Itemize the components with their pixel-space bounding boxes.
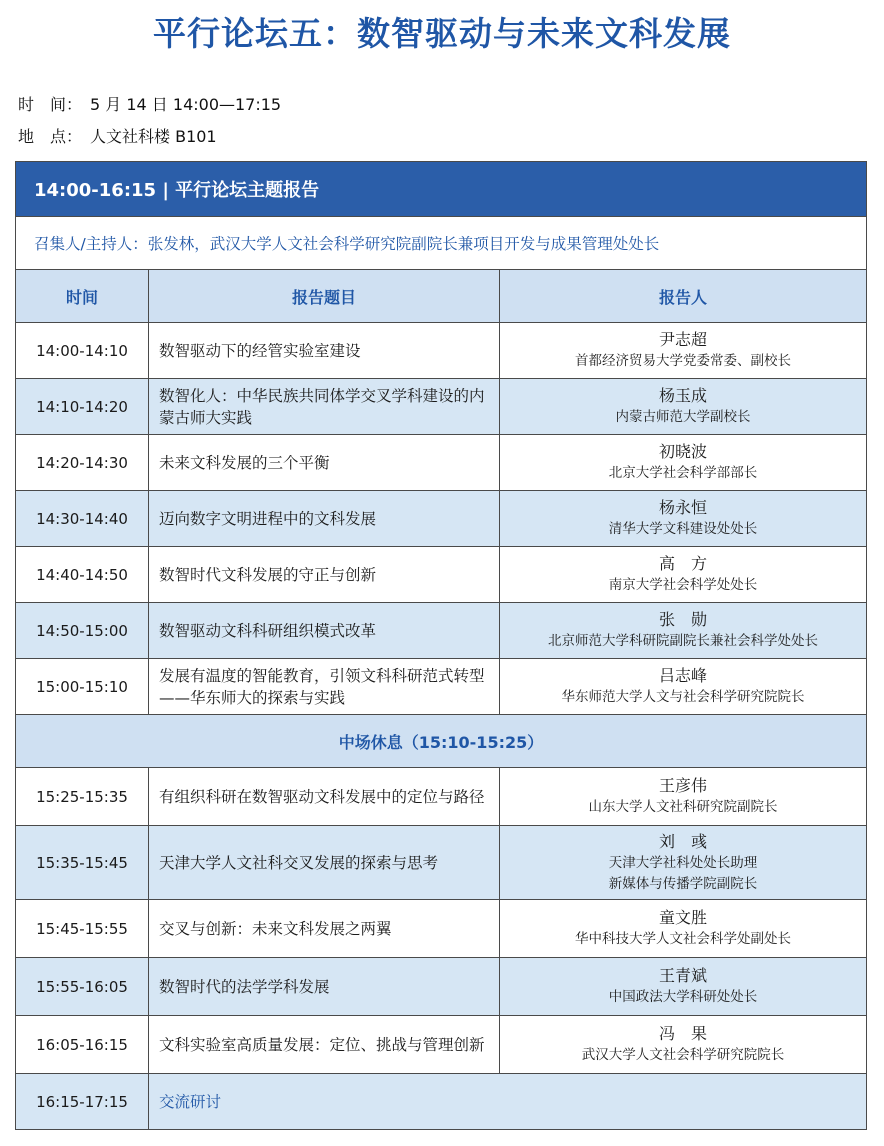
row-time: 15:00-15:10 bbox=[16, 659, 149, 715]
event-time bbox=[18, 92, 281, 115]
speaker-affiliation: 中国政法大学科研处处长 bbox=[608, 989, 758, 1005]
row-speaker bbox=[500, 435, 867, 491]
speaker-name: 童文胜 bbox=[658, 908, 707, 927]
row-time: 14:00-14:10 bbox=[16, 323, 149, 379]
column-headers bbox=[16, 270, 867, 323]
speaker-name: 尹志超 bbox=[658, 330, 707, 349]
row-topic: 有组织科研在数智驱动文科发展中的定位与路径 bbox=[149, 768, 500, 826]
row-topic: 数智化人：中华民族共同体学交叉学科建设的内蒙古师大实践 bbox=[149, 379, 500, 435]
speaker-affiliation: 新媒体与传播学院副院长 bbox=[608, 875, 758, 892]
speaker-name: 初晓波 bbox=[658, 442, 707, 461]
col-topic-header: 报告题目 bbox=[149, 270, 500, 323]
row-speaker bbox=[500, 958, 867, 1016]
row-topic: 数智驱动文科科研组织模式改革 bbox=[149, 603, 500, 659]
table-row bbox=[16, 323, 867, 379]
row-time: 14:50-15:00 bbox=[16, 603, 149, 659]
convener-row: 召集人/主持人：张发林，武汉大学人文社会科学研究院副院长兼项目开发与成果管理处处长 bbox=[16, 217, 867, 270]
table-row bbox=[16, 958, 867, 1016]
row-speaker bbox=[500, 603, 867, 659]
speaker-name: 吕志峰 bbox=[658, 666, 707, 685]
place-label: 地 点： bbox=[18, 127, 83, 146]
speaker-name: 杨永恒 bbox=[658, 498, 707, 517]
speaker-affiliation: 内蒙古师范大学副校长 bbox=[615, 409, 751, 425]
row-topic: 发展有温度的智能教育，引领文科科研范式转型——华东师大的探索与实践 bbox=[149, 659, 500, 715]
place-value: 人文社科楼 B101 bbox=[90, 127, 217, 146]
speaker-affiliation: 山东大学人文社科研究院副院长 bbox=[588, 799, 778, 815]
schedule-table bbox=[15, 161, 867, 1130]
row-speaker bbox=[500, 659, 867, 715]
row-time: 14:10-14:20 bbox=[16, 379, 149, 435]
row-speaker bbox=[500, 768, 867, 826]
speaker-name: 高 方 bbox=[658, 554, 707, 573]
row-time: 15:55-16:05 bbox=[16, 958, 149, 1016]
speaker-affiliation: 北京师范大学科研院副院长兼社会科学处处长 bbox=[548, 633, 818, 649]
speaker-affiliation: 天津大学社科处处长助理 bbox=[608, 854, 758, 871]
speaker-name: 刘 彧 bbox=[658, 831, 707, 851]
row-speaker bbox=[500, 900, 867, 958]
row-topic: 数智时代的法学学科发展 bbox=[149, 958, 500, 1016]
speaker-affiliation: 清华大学文科建设处处长 bbox=[608, 521, 758, 537]
speaker-affiliation: 华中科技大学人文社会科学处副处长 bbox=[575, 931, 791, 947]
discussion-label: 交流研讨 bbox=[149, 1074, 867, 1130]
row-speaker bbox=[500, 379, 867, 435]
row-speaker bbox=[500, 826, 867, 900]
row-speaker bbox=[500, 323, 867, 379]
table-row bbox=[16, 547, 867, 603]
table-row bbox=[16, 768, 867, 826]
row-time: 14:20-14:30 bbox=[16, 435, 149, 491]
row-speaker bbox=[500, 547, 867, 603]
row-time: 14:40-14:50 bbox=[16, 547, 149, 603]
break-row bbox=[16, 715, 867, 768]
session-header: 14:00-16:15 | 平行论坛主题报告 bbox=[16, 162, 867, 217]
speaker-name: 杨玉成 bbox=[658, 386, 707, 405]
col-speaker-header: 报告人 bbox=[500, 270, 867, 323]
event-place bbox=[18, 124, 217, 147]
row-topic: 未来文科发展的三个平衡 bbox=[149, 435, 500, 491]
row-topic: 数智时代文科发展的守正与创新 bbox=[149, 547, 500, 603]
row-time: 15:25-15:35 bbox=[16, 768, 149, 826]
speaker-affiliation: 武汉大学人文社会科学研究院院长 bbox=[581, 1047, 785, 1063]
row-topic: 文科实验室高质量发展：定位、挑战与管理创新 bbox=[149, 1016, 500, 1074]
speaker-affiliation: 首都经济贸易大学党委常委、副校长 bbox=[575, 353, 791, 369]
row-time: 15:45-15:55 bbox=[16, 900, 149, 958]
speaker-name: 冯 果 bbox=[658, 1024, 707, 1043]
page-title: 平行论坛五：数智驱动与未来文科发展 bbox=[153, 14, 731, 53]
table-row bbox=[16, 900, 867, 958]
table-row bbox=[16, 379, 867, 435]
speaker-affiliation: 南京大学社会科学处处长 bbox=[608, 577, 758, 593]
row-speaker bbox=[500, 1016, 867, 1074]
row-time: 16:05-16:15 bbox=[16, 1016, 149, 1074]
row-topic: 迈向数字文明进程中的文科发展 bbox=[149, 491, 500, 547]
row-topic: 天津大学人文社科交叉发展的探索与思考 bbox=[149, 826, 500, 900]
table-row bbox=[16, 826, 867, 900]
discussion-row bbox=[16, 1074, 867, 1130]
row-topic: 数智驱动下的经管实验室建设 bbox=[149, 323, 500, 379]
speaker-name: 张 勋 bbox=[658, 610, 707, 629]
row-time: 14:30-14:40 bbox=[16, 491, 149, 547]
speaker-affiliation: 北京大学社会科学部部长 bbox=[608, 465, 758, 481]
table-row bbox=[16, 603, 867, 659]
break-label: 中场休息（15:10-15:25） bbox=[16, 715, 867, 768]
speaker-affiliation: 华东师范大学人文与社会科学研究院院长 bbox=[561, 689, 805, 705]
table-row bbox=[16, 659, 867, 715]
row-time: 15:35-15:45 bbox=[16, 826, 149, 900]
time-value: 5 月 14 日 14:00—17:15 bbox=[90, 95, 282, 114]
speaker-name: 王彦伟 bbox=[658, 776, 707, 795]
speaker-name: 王青斌 bbox=[658, 966, 707, 985]
row-speaker bbox=[500, 491, 867, 547]
table-row bbox=[16, 491, 867, 547]
table-row bbox=[16, 435, 867, 491]
time-label: 时 间： bbox=[18, 95, 83, 114]
row-topic: 交叉与创新：未来文科发展之两翼 bbox=[149, 900, 500, 958]
col-time-header: 时间 bbox=[16, 270, 149, 323]
table-row bbox=[16, 1016, 867, 1074]
discussion-time: 16:15-17:15 bbox=[16, 1074, 149, 1130]
